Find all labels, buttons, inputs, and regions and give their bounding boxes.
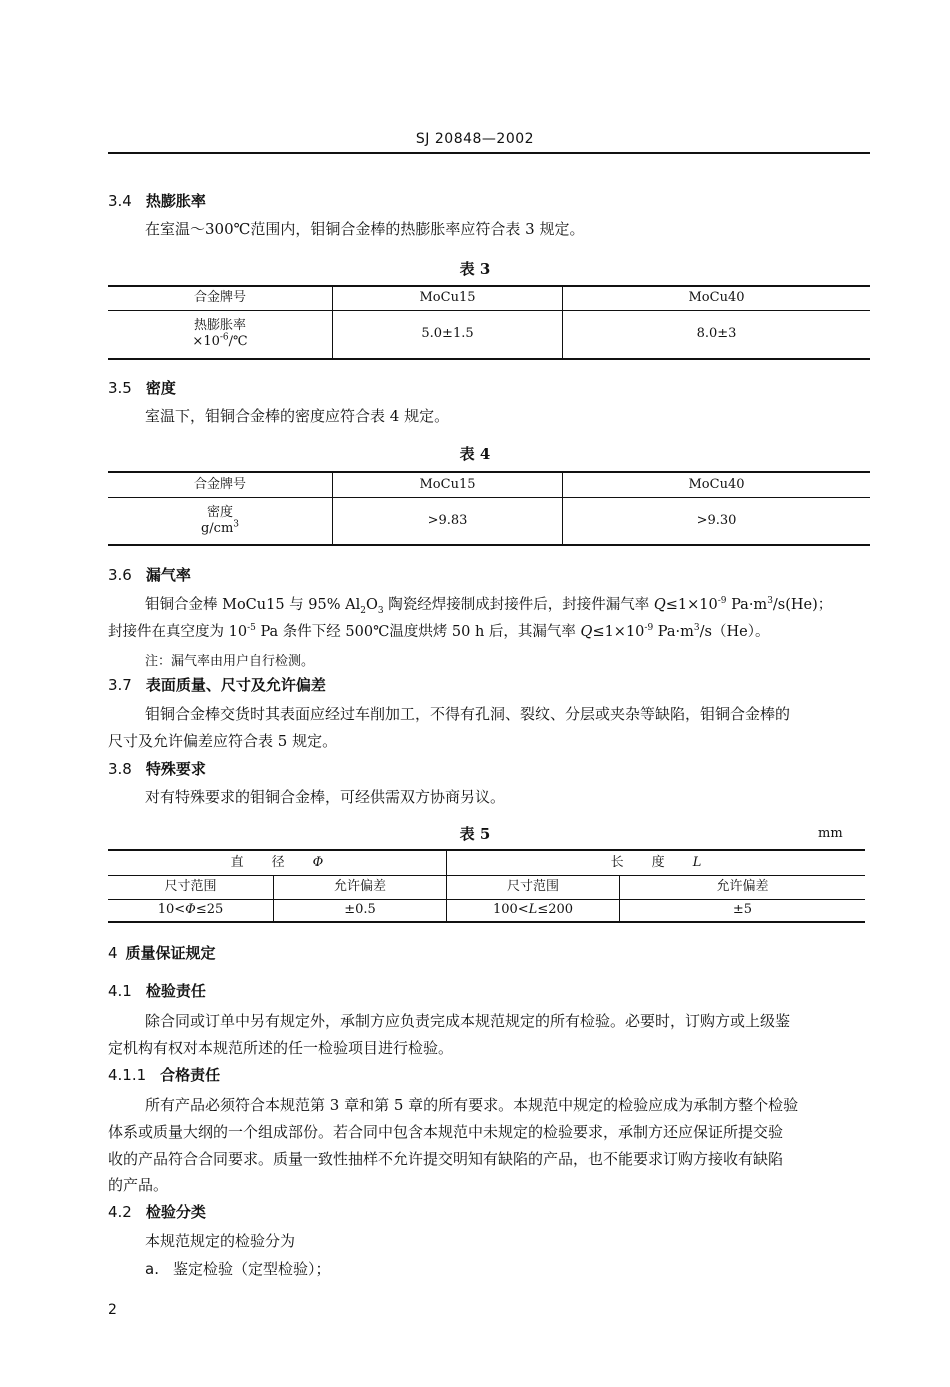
section-3-5-text: 室温下，钼铜合金棒的密度应符合表 4 规定。 <box>145 407 450 425</box>
table-4-header-mocu40: MoCu40 <box>563 472 871 497</box>
section-3-4-heading: 3.4 热膨胀率 <box>108 192 206 210</box>
table-3 <box>108 285 870 360</box>
table-4-row-label: 密度 $g/cm^3$ <box>108 497 333 545</box>
section-4-1-1-line-4: 的产品。 <box>108 1176 169 1194</box>
table-5-caption: 表 5 <box>459 825 491 843</box>
table-3-caption: 表 3 <box>459 260 491 278</box>
section-4-1-line-2: 定机构有权对本规范所述的任一检验项目进行检验。 <box>108 1039 454 1057</box>
table-4-value-mocu15: >9.83 <box>333 497 563 545</box>
table-3-value-mocu15: 5.0±1.5 <box>333 310 563 359</box>
section-4-1-1-line-3: 收的产品符合合同要求。质量一致性抽样不允许提交明知有缺陷的产品，也不能要求订购方接收有缺陷 <box>108 1150 784 1168</box>
section-4-2-heading: 4.2 检验分类 <box>108 1203 206 1221</box>
section-3-7-heading: 3.7 表面质量、尺寸及允许偏差 <box>108 676 326 694</box>
table-3-header-mocu40: MoCu40 <box>563 286 871 310</box>
table-3-header-mocu15: MoCu15 <box>333 286 563 310</box>
table-5-cell-length-range: 100<L≤200 <box>447 899 620 922</box>
table-3-header-alloy: 合金牌号 <box>108 286 333 310</box>
table-5-header-size-range-2: 尺寸范围 <box>447 875 620 899</box>
section-4-1-1-line-1: 所有产品必须符合本规范第 3 章和第 5 章的所有要求。本规范中规定的检验应成为承制方整个检验 <box>145 1096 799 1114</box>
table-4-header-alloy: 合金牌号 <box>108 472 333 497</box>
section-4-1-heading: 4.1 检验责任 <box>108 982 206 1000</box>
table-5-group-diameter: 直径Φ <box>108 850 447 875</box>
table-5-header-tolerance-2: 允许偏差 <box>620 875 866 899</box>
section-4-heading: 4 质量保证规定 <box>108 944 216 962</box>
section-3-6-line-2: 封接件在真空度为 $10^{-5}$ Pa 条件下经 500℃温度烘烤 50 h 后，其漏气率 $Q\le 1\times 10^{-9}$ $Pa\cdot m^3/s(He)$。 <box>108 623 770 640</box>
section-4-1-line-1: 除合同或订单中另有规定外，承制方应负责完成本规范规定的所有检验。必要时，订购方或上级鉴 <box>145 1012 791 1030</box>
section-3-6-note: 注：漏气率由用户自行检测。 <box>145 654 315 669</box>
table-5-header-tolerance-1: 允许偏差 <box>274 875 447 899</box>
section-4-2-text: 本规范规定的检验分为 <box>145 1232 296 1250</box>
table-4-header-mocu15: MoCu15 <box>333 472 563 497</box>
table-5-cell-diameter-range: 10<Φ≤25 <box>108 899 274 922</box>
table-5-group-length: 长度L <box>447 850 866 875</box>
page-number: 2 <box>108 1302 117 1318</box>
document-code: SJ 20848—2002 <box>415 131 535 147</box>
section-4-1-1-line-2: 体系或质量大纲的一个组成部份。若合同中包含本规范中未规定的检验要求，承制方还应保证所提交验 <box>108 1123 784 1141</box>
table-4 <box>108 471 870 546</box>
table-5-header-size-range-1: 尺寸范围 <box>108 875 274 899</box>
section-3-8-heading: 3.8 特殊要求 <box>108 760 206 778</box>
table-5-cell-length-tolerance: ±5 <box>732 902 753 918</box>
section-3-7-line-1: 钼铜合金棒交货时其表面应经过车削加工，不得有孔洞、裂纹、分层或夹杂等缺陷，钼铜合金棒的 <box>145 705 791 723</box>
table-5-unit: mm <box>818 826 843 841</box>
section-3-6-line-1: 钼铜合金棒 MoCu15 与 95% $Al_2O_3$ 陶瓷经焊接制成封接件后，封接件漏气率 $Q\le 1\times 10^{-9}$ $Pa\cdot m^3/s(He)$； <box>145 596 833 616</box>
section-3-8-text: 对有特殊要求的钼铜合金棒，可经供需双方协商另议。 <box>145 788 506 806</box>
table-5 <box>108 849 865 923</box>
section-3-4-text: 在室温～300℃范围内，钼铜合金棒的热膨胀率应符合表 3 规定。 <box>145 220 585 238</box>
table-3-row-label: 热膨胀率 $\times 10^{-6}/℃$ <box>108 310 333 359</box>
table-4-value-mocu40: >9.30 <box>696 512 737 528</box>
section-3-7-line-2: 尺寸及允许偏差应符合表 5 规定。 <box>108 732 338 750</box>
header-rule <box>108 152 870 154</box>
section-3-6-heading: 3.6 漏气率 <box>108 566 191 584</box>
section-3-5-heading: 3.5 密度 <box>108 379 176 397</box>
table-4-caption: 表 4 <box>459 445 491 463</box>
section-4-1-1-heading: 4.1.1 合格责任 <box>108 1066 221 1084</box>
section-4-2-item-a: a. 鉴定检验（定型检验）； <box>145 1260 331 1278</box>
table-5-cell-diameter-tolerance: ±0.5 <box>274 899 447 922</box>
table-3-value-mocu40: 8.0±3 <box>696 326 737 342</box>
